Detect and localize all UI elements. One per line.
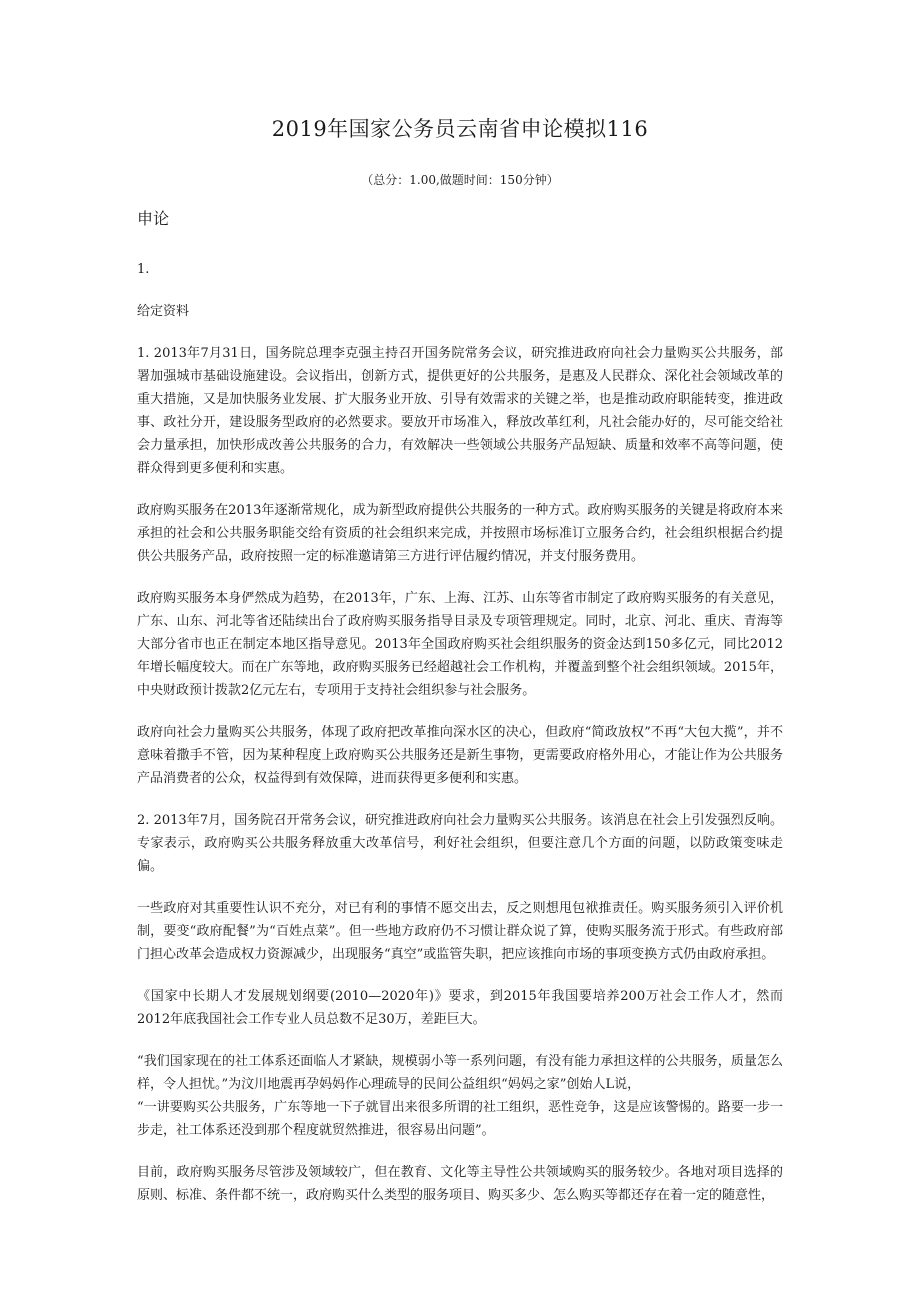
material-heading: 给定资料 — [137, 304, 190, 319]
document-title: 2019年国家公务员云南省申论模拟116 — [271, 117, 649, 141]
question-number: 1. — [137, 262, 150, 277]
document-body — [137, 258, 783, 1226]
section-heading: 申论 — [137, 209, 170, 228]
paragraph: 政府购买服务在2013年逐渐常规化，成为新型政府提供公共服务的一种方式。政府购买服务的关键是将政府本来承担的社会和公共服务职能交给有资质的社会组织来完成，并按照市场标准订立服务合约，社会组织根据合约提供公共服务产品，政府按照一定的标准邀请第三方进行评估履约情况，并支付服务费用。 — [137, 503, 783, 564]
paragraph: 1. 2013年7月31日，国务院总理李克强主持召开国务院常务会议，研究推进政府向社会力量购买公共服务，部署加强城市基础设施建设。会议指出，创新方式，提供更好的公共服务，是惠及人民群众、深化社会领域改革的重大措施，又是加快服务业发展、扩大服务业开放、引导有效需求的关键之举，也是推动政府职能转变，推进政事、政社分开，建设服务型政府的必然要求。要放开市场准入，释放改革红利，凡社会能办好的，尽可能交给社会力量承担，加快形成改善公共服务的合力，有效解决一些领域公共服务产品短缺、质量和效率不高等问题，使群众得到更多便利和实惠。 — [137, 346, 783, 476]
paragraph: 目前，政府购买服务尽管涉及领域较广，但在教育、文化等主导性公共领域购买的服务较少。各地对项目选择的原则、标准、条件都不统一，政府购买什么类型的服务项目、购买多少、怎么购买等都还存在着一定的随意性， — [137, 1165, 783, 1203]
paragraph: 一些政府对其重要性认识不充分，对已有利的事情不愿交出去，反之则想甩包袱推责任。购买服务须引入评价机制，要变“政府配餐”为“百姓点菜”。但一些地方政府仍不习惯让群众说了算，使购买服务流于形式。有些政府部门担心改革会造成权力资源减少，出现服务“真空”或监管失职，把应该推向市场的事项变换方式仍由政府承担。 — [137, 901, 783, 962]
paragraph: 2. 2013年7月，国务院召开常务会议，研究推进政府向社会力量购买公共服务。该消息在社会上引发强烈反响。专家表示，政府购买公共服务释放重大改革信号，利好社会组织，但要注意几个方面的问题，以防政策变味走偏。 — [137, 813, 783, 874]
paragraph: “一讲要购买公共服务，广东等地一下子就冒出来很多所谓的社工组织，恶性竞争，这是应该警惕的。路要一步一步走，社工体系还没到那个程度就贸然推进，很容易出问题”。 — [137, 1100, 783, 1138]
exam-meta: （总分：1.00,做题时间：150分钟） — [361, 173, 559, 187]
paragraph: “我们国家现在的社工体系还面临人才紧缺，规模弱小等一系列问题，有没有能力承担这样的公共服务，质量怎么样，令人担忧。”为汶川地震再孕妈妈作心理疏导的民间公益组织“妈妈之家”创始人L说， — [137, 1054, 783, 1092]
paragraph: 政府购买服务本身俨然成为趋势，在2013年，广东、上海、江苏、山东等省市制定了政府购买服务的有关意见，广东、山东、河北等省还陆续出台了政府购买服务指导目录及专项管理规定。同时，北京、河北、重庆、青海等大部分省市也正在制定本地区指导意见。2013年全国政府购买社会组织服务的资金达到150多亿元，同比2012年增长幅度较大。而在广东等地，政府购买服务已经超越社会工作机构，并覆盖到整个社会组织领域。2015年，中央财政预计拨款2亿元左右，专项用于支持社会组织参与社会服务。 — [137, 591, 783, 698]
paragraph: 政府向社会力量购买公共服务，体现了政府把改革推向深水区的决心，但政府“简政放权”不再“大包大揽”，并不意味着撒手不管，因为某种程度上政府购买公共服务还是新生事物，更需要政府格外用心，才能让作为公共服务产品消费者的公众，权益得到有效保障，进而获得更多便利和实惠。 — [137, 725, 783, 786]
paragraph: 《国家中长期人才发展规划纲要(2010—2020年)》要求，到2015年我国要培养200万社会工作人才，然而2012年底我国社会工作专业人员总数不足30万，差距巨大。 — [137, 989, 783, 1027]
